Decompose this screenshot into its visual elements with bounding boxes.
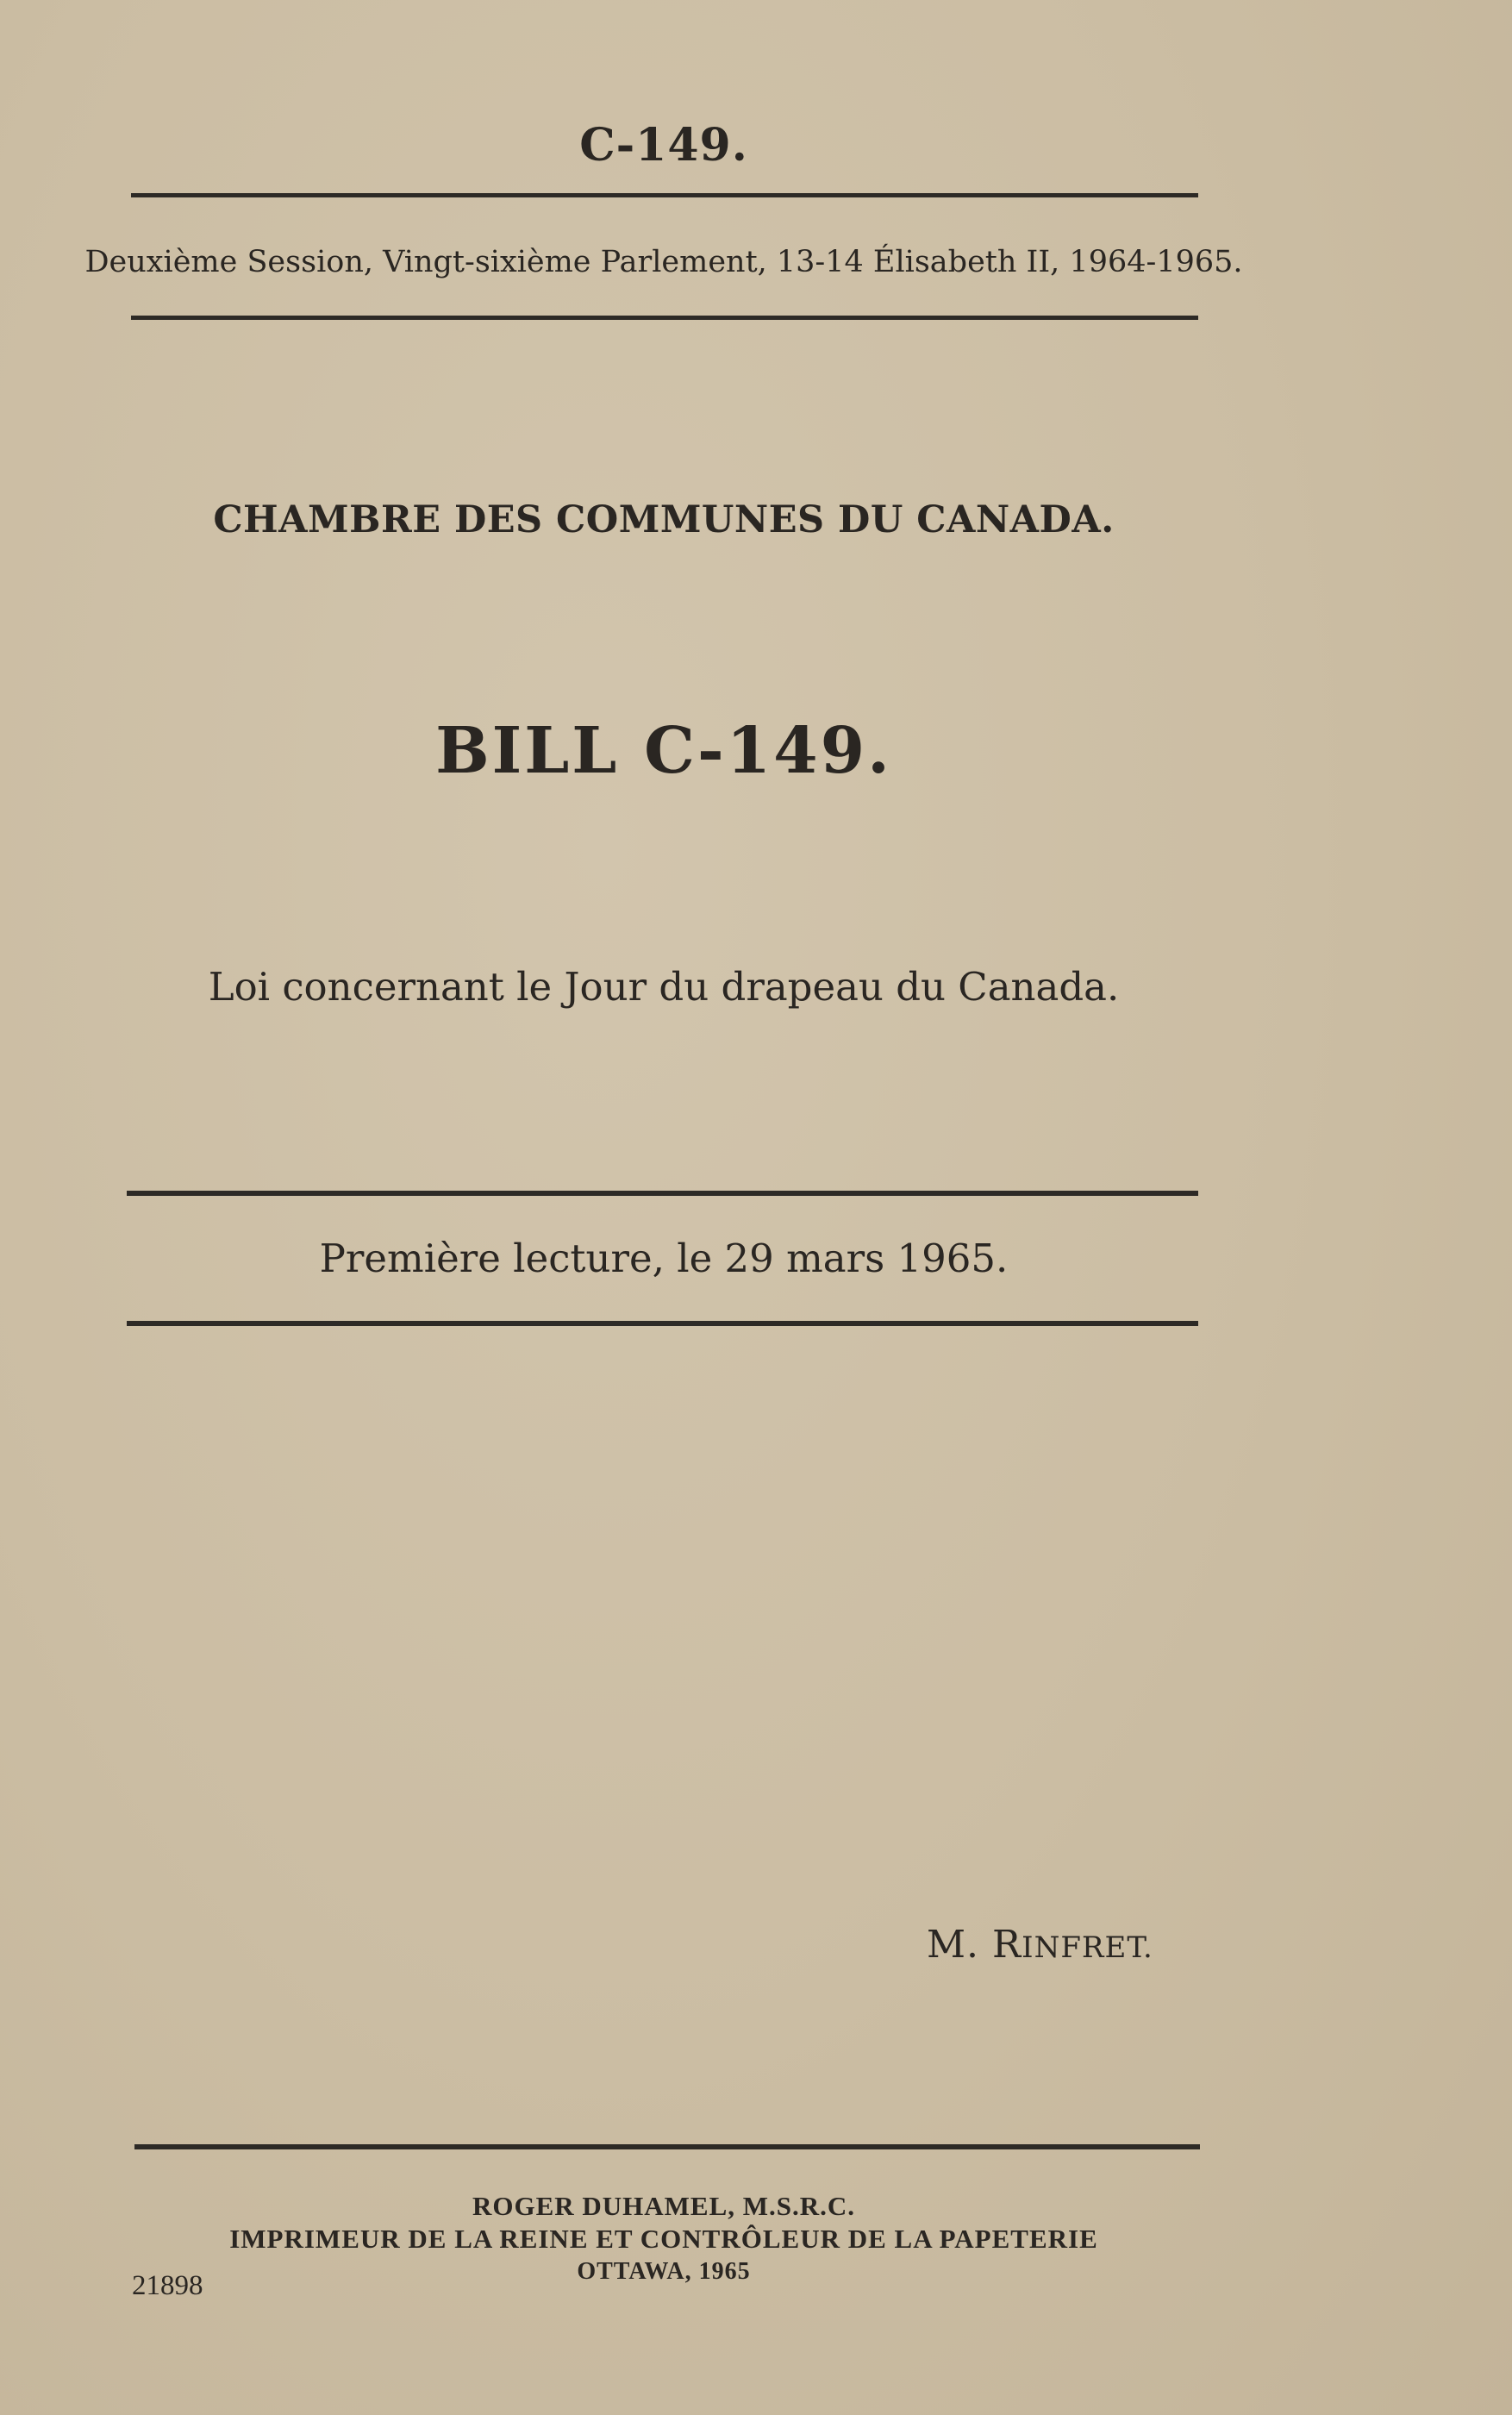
top-rule-2: [131, 316, 1198, 320]
print-code-number: 21898: [132, 2270, 203, 2301]
first-reading-line: Première lecture, le 29 mars 1965.: [319, 1236, 1009, 1281]
printer-title: IMPRIMEUR DE LA REINE ET CONTRÔLEUR DE LA PAPETERIE: [229, 2224, 1098, 2254]
chamber-heading: CHAMBRE DES COMMUNES DU CANADA.: [213, 498, 1115, 541]
printer-city-year: OTTAWA, 1965: [577, 2258, 751, 2285]
sponsor-initial: M. R: [927, 1923, 1022, 1967]
bill-title: BILL C-149.: [435, 714, 892, 788]
act-title: Loi concernant le Jour du drapeau du Canada.: [208, 964, 1120, 1010]
reading-rule-top: [127, 1191, 1198, 1196]
footer-rule: [134, 2144, 1200, 2149]
bill-number-header: C-149.: [579, 119, 748, 172]
sponsor-name: [927, 1923, 1153, 1967]
session-line: Deuxième Session, Vingt-sixième Parlement, 13-14 Élisabeth II, 1964-1965.: [84, 245, 1243, 279]
printer-name: ROGER DUHAMEL, M.S.R.C.: [472, 2191, 856, 2221]
reading-rule-bottom: [127, 1321, 1198, 1326]
sponsor-surname-rest: INFRET.: [1022, 1930, 1153, 1965]
top-rule-1: [131, 193, 1198, 197]
